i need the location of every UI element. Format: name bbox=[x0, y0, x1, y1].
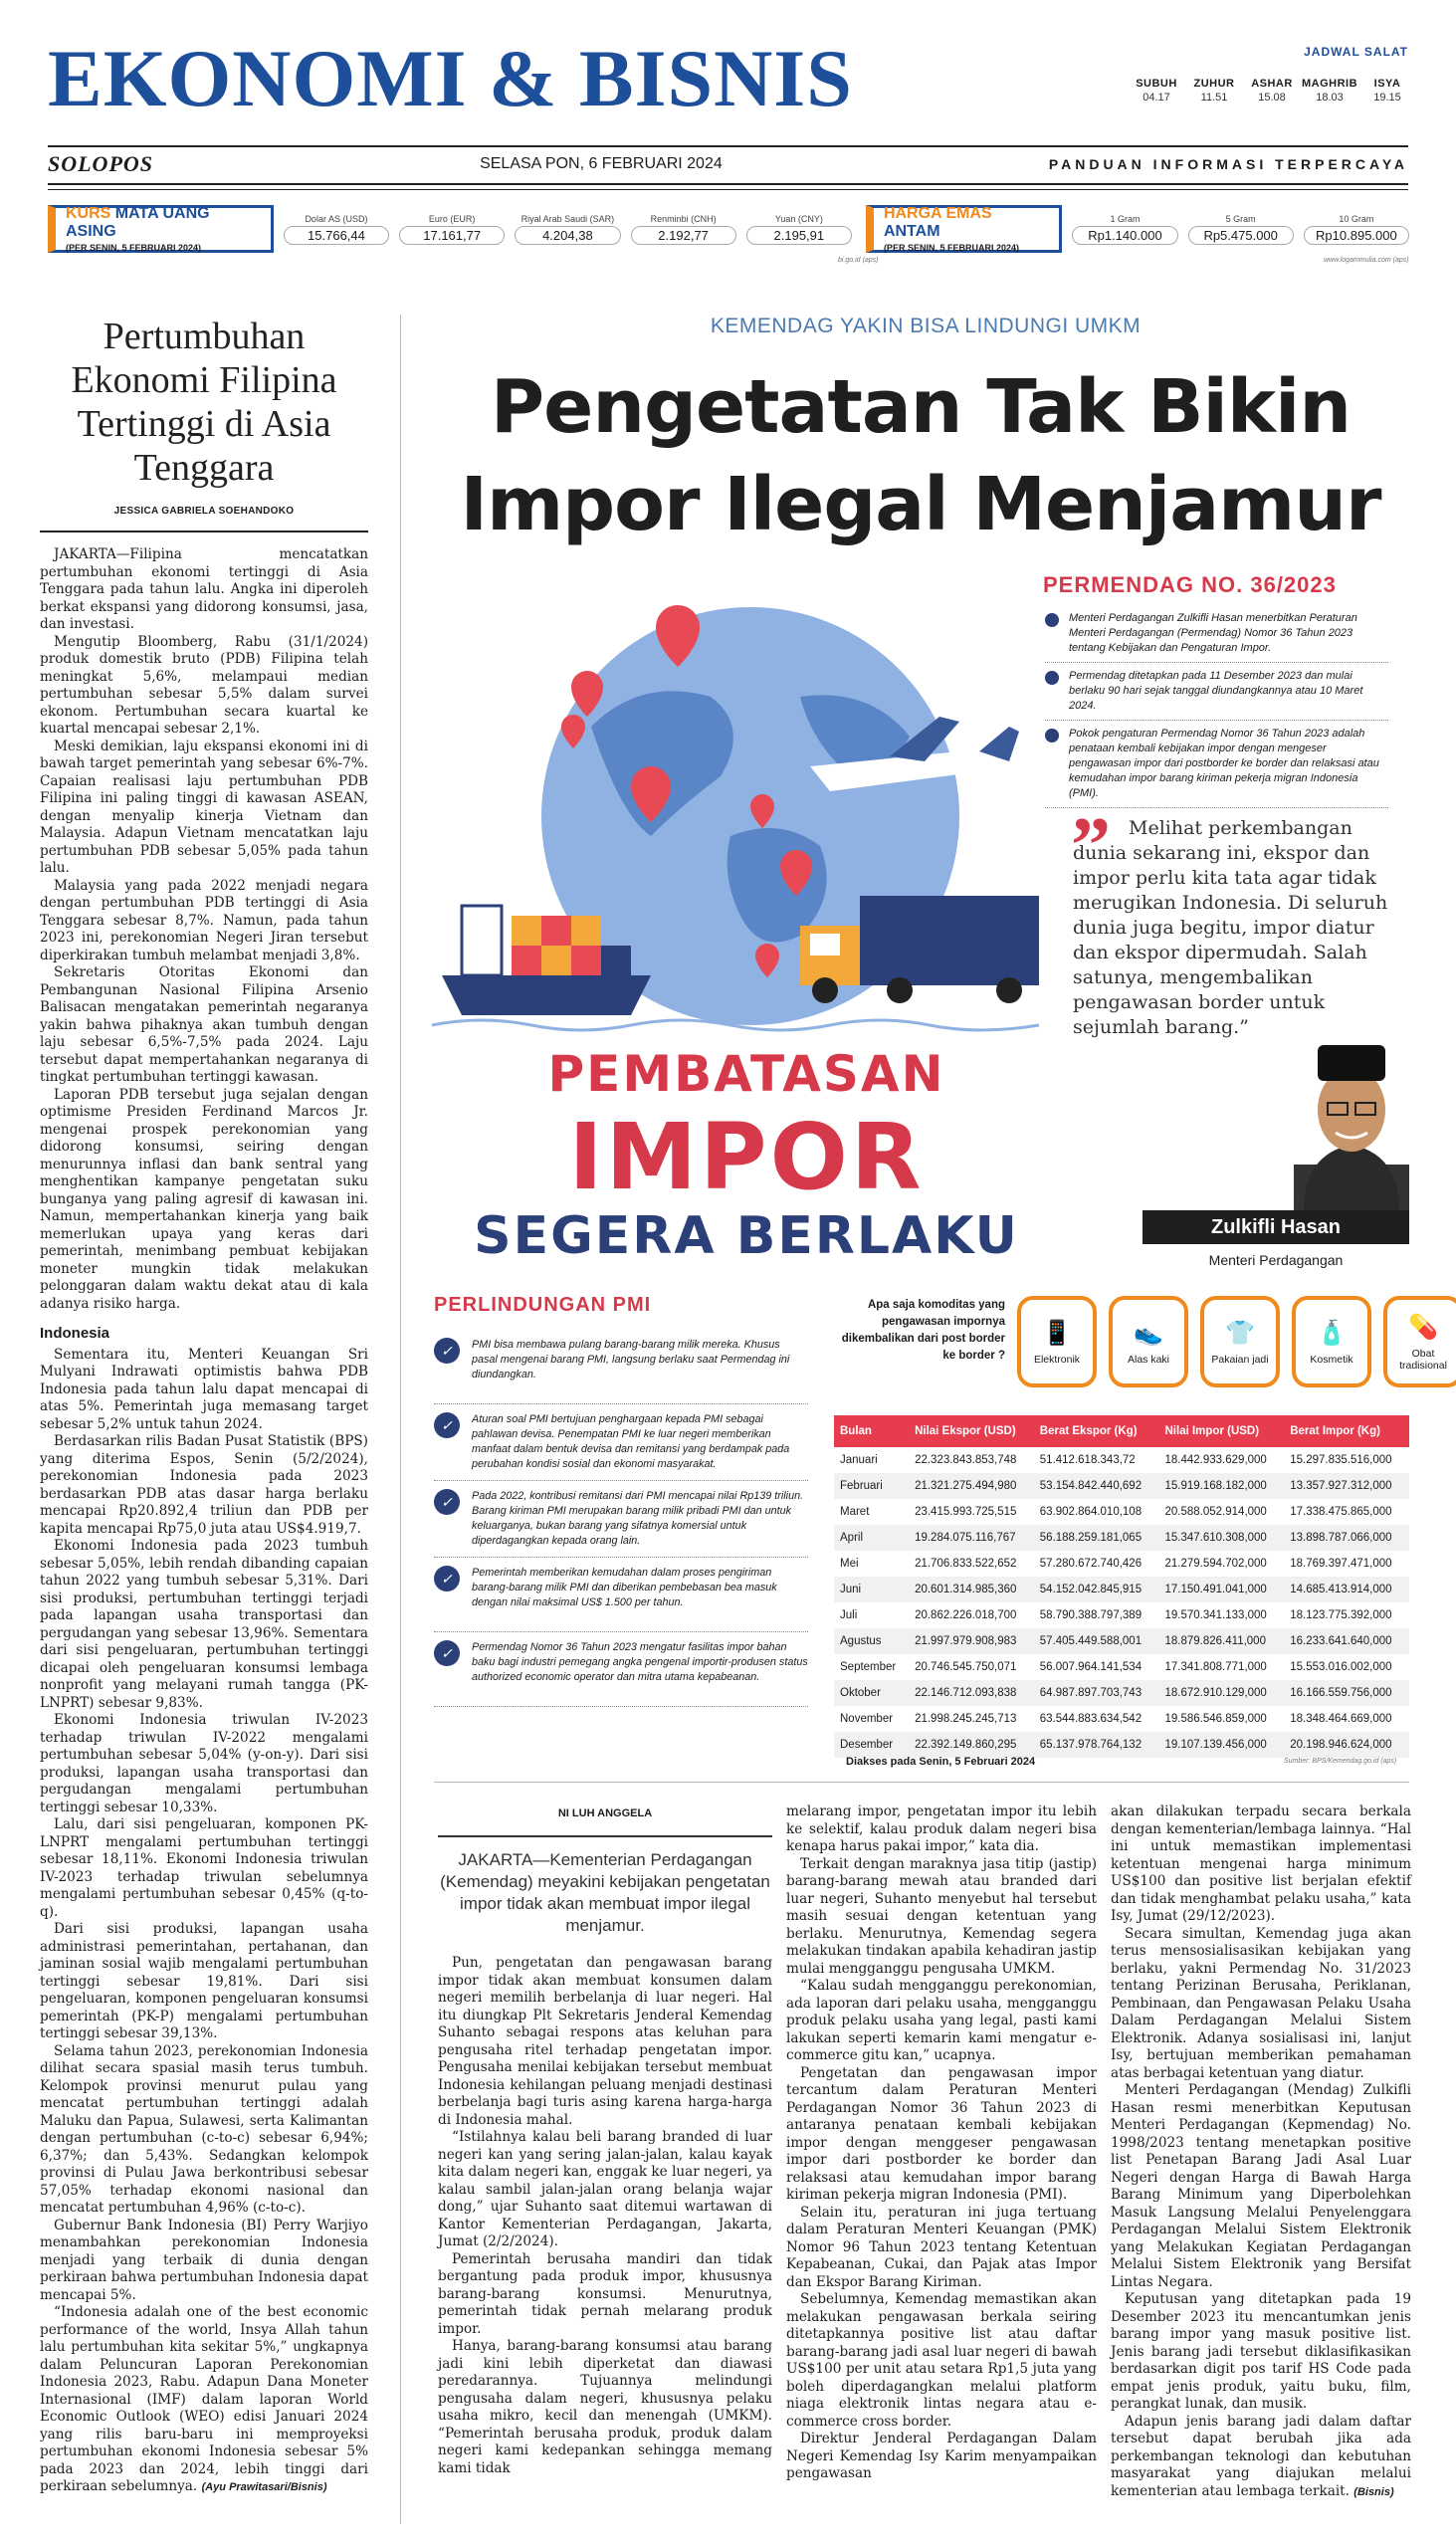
main-headline: Pengetatan Tak Bikin Impor Ilegal Menjamur bbox=[460, 364, 1381, 547]
cosmetic-icon: 🧴 bbox=[1317, 1319, 1347, 1347]
list-item: ✓ Permendag Nomor 36 Tahun 2023 mengatur fasilitas impor bahan baku bagi industri pemegang angka pengenal importir-produsen status authorized economic operator dan mitra utama kepabeanan. bbox=[434, 1632, 808, 1707]
table-cell: 18.348.464.669,000 bbox=[1290, 1713, 1392, 1725]
table-cell: 15.919.168.182,000 bbox=[1159, 1473, 1285, 1499]
article-lead: JAKARTA—Kementerian Perdagangan (Kemendag) meyakini kebijakan pengetatan impor tidak akan membuat impor ilegal menjamur. bbox=[438, 1835, 772, 1937]
table-cell: 20.601.314.985,360 bbox=[909, 1577, 1034, 1602]
main-article-col-3 bbox=[1097, 1804, 1411, 2501]
table-cell: 17.150.491.041,000 bbox=[1159, 1577, 1285, 1602]
table-row bbox=[834, 1525, 1409, 1551]
table-cell: Februari bbox=[834, 1473, 909, 1499]
check-icon: ✓ bbox=[434, 1640, 460, 1666]
paragraph: “Indonesia adalah one of the best economic performance of the world, Insya Allah tahun lalu pertumbuhan kita sekitar 5%,” ungkapnya dalam Peluncuran Laporan Perekonomian Indonesia 2023, Rabu. Adapun Dana Moneter Internasional (IMF) dalam laporan World Economic Outlook (WEO) edisi Januari 2024 yang rilis baru-baru ini memproyeksi pertumbuhan ekonomi Indonesia sebesar 5% pada 2023 dan 2024, lebih tinggi dari perkiraan sebelumnya. (Ayu Prawitasari/Bisnis) bbox=[40, 2304, 368, 2494]
prayer-ashar: ASHAR 15.08 bbox=[1251, 78, 1293, 104]
market-bar bbox=[48, 205, 1409, 253]
table-cell: April bbox=[834, 1525, 909, 1551]
column-divider bbox=[400, 315, 401, 2524]
table-row bbox=[834, 1732, 1409, 1758]
paragraph: Berdasarkan rilis Badan Pusat Statistik (BPS) yang diterima Espos, Senin (5/2/2024), perekonomian Indonesia pada 2023 berdasarkan PDB atas dasar harga berlaku mencapai Rp20.892,4 triliun dan PDB per kapita mencapai Rp75,0 juta atau US$4.919,7. bbox=[40, 1433, 368, 1537]
table-cell: 13.357.927.312,000 bbox=[1284, 1473, 1409, 1499]
issue-date: SELASA PON, 6 FEBRUARI 2024 bbox=[480, 155, 723, 172]
paragraph: Ekonomi Indonesia pada 2023 tumbuh sebesar 5,05%, lebih rendah dibanding capaian tahun 2022 yang tumbuh sebesar 5,31%. Dari sisi produksi, pertumbuhan tertinggi terjadi pada lapangan usaha transportasi dan pergudangan yang sebesar 13,96%. Sementara dari sisi pengeluaran, pertumbuhan tertinggi dicapai oleh pengeluaran konsumsi lembaga nonprofit yang melayani rumah tangga (PK-LNPRT) sebesar 9,83%. bbox=[40, 1538, 368, 1711]
brand-logo: SOLOPOS bbox=[48, 151, 154, 176]
table-cell: 57.280.672.740,426 bbox=[1039, 1558, 1143, 1570]
table-row bbox=[834, 1473, 1409, 1499]
article-body bbox=[438, 1955, 772, 2477]
divider bbox=[48, 183, 1408, 185]
table-cell: 18.672.910.129,000 bbox=[1159, 1680, 1285, 1706]
table-header-row bbox=[834, 1415, 1409, 1447]
date-bar bbox=[48, 149, 1408, 179]
paragraph: akan dilakukan terpadu secara berkala dengan kementerian/lembaga lainnya. “Hal ini untuk memastikan implementasi ketentuan mengenai harga minimum US$100 dan positive list berjalan efektif dan tidak menghambat pelaku usaha,” kata Isy, Jumat (29/12/2023). bbox=[1111, 1804, 1411, 1924]
paragraph: Dari sisi produksi, lapangan usaha administrasi pemerintahan, pertahanan, dan jaminan sosial wajib mengalami pertumbuhan tertinggi sebesar 19,81%. Dari sisi pengeluaran, komponen pengeluaran konsumsi pemerintah (PK-P) mengalami pertumbuhan tertinggi sebesar 39,13%. bbox=[40, 1921, 368, 2041]
table-cell: Mei bbox=[840, 1558, 859, 1570]
paragraph: Sekretaris Otoritas Ekonomi dan Pembangunan Nasional Filipina Arsenio Balisacan mengatakan pemerintah negaranya yakin bahwa pihaknya akan tumbuh dengan laju sebesar 6,5%-7,5% pada 2024. Laju tersebut dapat mempertahankan negaranya di tingkat pertumbuhan tertinggi kawasan. bbox=[40, 964, 368, 1085]
trade-illustration bbox=[422, 577, 1059, 1035]
paragraph: Meski demikian, laju ekspansi ekonomi ini di bawah target pemerintah yang sebesar 6%-7%. Capaian realisasi laju pertumbuhan PDB Filipina ini paling tinggi di kawasan ASEAN, dengan menyalip kinerja Vietnam dan Malaysia. Adapun Vietnam mencatatkan laju pertumbuhan PDB sebesar 5,05% pada tahun lalu. bbox=[40, 738, 368, 876]
komoditas-item: 🧴 Kosmetik bbox=[1292, 1296, 1371, 1387]
table-cell: Agustus bbox=[834, 1628, 909, 1654]
bullet-icon bbox=[1045, 729, 1059, 743]
paragraph: Laporan PDB tersebut juga sejalan dengan optimisme Presiden Ferdinand Marcos Jr. mengenai prospek perekonomian yang didorong konsumsi, seiring dengan menurunnya inflasi dan bank sentral yang menghentikan kampanye pengetatan suku bunganya yang paling agresif di kawasan ini. Namun, mempertahankan kinerja yang baik memerlukan upaya yang keras dari pemerintah, menimbang pembuat kebijakan moneter mungkin tidak melakukan pelonggaran dalam waktu dekat atau di kala adanya risiko harga. bbox=[40, 1086, 368, 1312]
paragraph: Adapun jenis barang jadi dalam daftar tersebut dapat berubah jika ada perkembangan teknologi dan kebutuhan masyarakat yang diajukan melalui kementerian atau lembaga terkait. (Bisnis) bbox=[1111, 2413, 1411, 2499]
table-cell: 20.198.946.624,000 bbox=[1284, 1732, 1409, 1758]
table-cell: 56.007.964.141,534 bbox=[1039, 1661, 1143, 1673]
kurs-item: Riyal Arab Saudi (SAR) 4.204,38 bbox=[515, 214, 620, 245]
table-cell: 21.321.275.494,980 bbox=[909, 1473, 1034, 1499]
komoditas-item: 👕 Pakaian jadi bbox=[1200, 1296, 1280, 1387]
permendag-list bbox=[1045, 605, 1388, 808]
table-row bbox=[834, 1551, 1409, 1577]
divider bbox=[434, 1782, 1409, 1783]
left-headline: Pertumbuhan Ekonomi Filipina Tertinggi di Asia Tenggara bbox=[71, 316, 337, 489]
signoff: (Ayu Prawitasari/Bisnis) bbox=[201, 2481, 327, 2493]
left-body bbox=[40, 531, 368, 2497]
table-cell: 18.442.933.629,000 bbox=[1164, 1454, 1267, 1466]
check-icon: ✓ bbox=[434, 1412, 460, 1438]
table-header-cell: Nilai Ekspor (USD) bbox=[909, 1415, 1034, 1447]
list-item: ✓ PMI bisa membawa pulang barang-barang milik mereka. Khusus pasal mengenai barang PMI, langsung berlaku saat Permendag ini diundangkan. bbox=[434, 1330, 808, 1404]
table-row bbox=[834, 1654, 1409, 1680]
table-cell: 23.415.993.725,515 bbox=[915, 1506, 1017, 1518]
komoditas-question: Apa saja komoditas yang pengawasan impornya dikembalikan dari post border ke border ? bbox=[841, 1299, 1005, 1362]
table-cell: 64.987.897.703,743 bbox=[1034, 1680, 1159, 1706]
paragraph: “Istilahnya kalau beli barang branded di luar negeri kan yang sering jalan-jalan, kalau kayak kita dalam negeri kan, enggak ke luar negeri, ya kalau sambil jalan-jalan orang belanja wajar dong,” ujar Suhanto saat ditemui wartawan di Kantor Kementerian Perdagangan, Jakarta, Jumat (2/2/2024). bbox=[438, 2129, 772, 2249]
table-row bbox=[834, 1447, 1409, 1473]
table-cell: 22.323.843.853,748 bbox=[915, 1454, 1017, 1466]
list-item: ✓ Pemerintah memberikan kemudahan dalam proses pengiriman barang-barang milik PMI dan diberikan pembebasan bea masuk dengan nilai maksimal US$ 1.500 per tahun. bbox=[434, 1558, 808, 1632]
table-cell: 16.166.559.756,000 bbox=[1284, 1680, 1409, 1706]
prayer-subuh: SUBUH 04.17 bbox=[1136, 78, 1177, 104]
prayer-maghrib: MAGHRIB 18.03 bbox=[1301, 78, 1358, 104]
komoditas-item: 📱 Elektronik bbox=[1017, 1296, 1097, 1387]
table-cell: 15.553.016.002,000 bbox=[1290, 1661, 1392, 1673]
table-cell: September bbox=[840, 1661, 897, 1673]
paragraph: Direktur Jenderal Perdagangan Dalam Negeri Kemendag Isy Karim menyampaikan pengawasan bbox=[786, 2431, 1097, 2481]
left-byline: JESSICA GABRIELA SOEHANDOKO bbox=[113, 506, 295, 517]
table-cell: 53.154.842.440,692 bbox=[1034, 1473, 1159, 1499]
table-cell: 21.997.979.908,983 bbox=[909, 1628, 1034, 1654]
prayer-isya: ISYA 19.15 bbox=[1373, 78, 1401, 104]
table-cell: 18.879.826.411,000 bbox=[1159, 1628, 1285, 1654]
table-row bbox=[834, 1706, 1409, 1732]
table-cell: 58.790.388.797,389 bbox=[1039, 1609, 1143, 1621]
table-row bbox=[834, 1577, 1409, 1602]
komoditas-item: 💊 Obat tradisional bbox=[1383, 1296, 1456, 1387]
paragraph: “Kalau sudah mengganggu perekonomian, ada laporan dari pelaku usaha, mengganggu produk pelaku usaha yang legal, pasti kami lakukan seperti kemarin kami mengatur e-commerce gitu kan,” ucapnya. bbox=[786, 1978, 1097, 2063]
paragraph: Menteri Perdagangan (Mendag) Zulkifli Hasan resmi menerbitkan Keputusan Menteri Perdagangan (Kepmendag) No. 1998/2023 tentang menetapkan positive list Penetapan Barang Jadi Asal Luar Negeri dengan Harga di Bawah Harga Barang Minimum yang Diperbolehkan Masuk Langsung Melalui Penyelenggara Perdagangan Melalui Sistem Elektronik yang Melakukan Kegiatan Perdagangan Melalui Sistem Elektronik yang Bersifat Lintas Negara. bbox=[1111, 2082, 1411, 2290]
table-cell: 51.412.618.343,72 bbox=[1039, 1454, 1136, 1466]
emas-item: 10 Gram Rp10.895.000 bbox=[1304, 214, 1409, 245]
shirt-icon: 👕 bbox=[1225, 1319, 1255, 1347]
table-row bbox=[834, 1602, 1409, 1628]
table-cell: 20.862.226.018,700 bbox=[915, 1609, 1017, 1621]
phone-icon: 📱 bbox=[1042, 1319, 1072, 1347]
prayer-times bbox=[1128, 78, 1416, 104]
table-header-cell: Berat Ekspor (Kg) bbox=[1034, 1415, 1159, 1447]
table-cell: Juni bbox=[834, 1577, 909, 1602]
table-cell: 19.107.139.456,000 bbox=[1159, 1732, 1285, 1758]
table-cell: 21.279.594.702,000 bbox=[1164, 1558, 1267, 1570]
list-item: ✓ Aturan soal PMI bertujuan penghargaan kepada PMI sebagai pahlawan devisa. Penempatan PMI ke luar negeri memberikan manfaat dalam bentuk devisa dan remitansi yang berdampak pada perubahan kondisi sosial dan ekonomi masyarakat. bbox=[434, 1404, 808, 1481]
kurs-item: Dolar AS (USD) 15.766,44 bbox=[284, 214, 389, 245]
komoditas-item: 👟 Alas kaki bbox=[1109, 1296, 1188, 1387]
table-cell: November bbox=[840, 1713, 894, 1725]
banner-line-3: SEGERA BERLAKU bbox=[474, 1206, 1019, 1266]
paragraph: JAKARTA—Filipina mencatatkan pertumbuhan ekonomi tertinggi di Asia Tenggara pada tahun lalu. Angka ini diperoleh berkat ekspansi yang didorong konsumsi, jasa, dan investasi. bbox=[40, 546, 368, 632]
table-cell: 17.341.808.771,000 bbox=[1164, 1661, 1267, 1673]
table-note: Diakses pada Senin, 5 Februari 2024 bbox=[846, 1756, 1036, 1768]
paragraph: Malaysia yang pada 2022 menjadi negara dengan pertumbuhan PDB tertinggi di Asia Tenggara sebesar 8,7%. Namun, pada tahun 2023 ini, perekonomian Negeri Jiran tersebut diperkirakan tumbuh melambat menjadi 3,8%. bbox=[40, 877, 368, 963]
paragraph: Mengutip Bloomberg, Rabu (31/1/2024) produk domestik bruto (PDB) Filipina telah meningkat 5,6%, melampaui median pertumbuhan sebesar 5,5% dalam survei ekonom. Pertumbuhan secara kuartal ke kuartal mencapai sebesar 2,1%. bbox=[40, 633, 368, 737]
signoff: (Bisnis) bbox=[1353, 2485, 1394, 2498]
kurs-item: Renminbi (CNH) 2.192,77 bbox=[631, 214, 736, 245]
main-article-col-1 bbox=[438, 1807, 772, 2477]
paragraph: Pengetatan dan pengawasan impor tercantum dalam Peraturan Menteri Perdagangan Nomor 36 Tahun 2023 di antaranya penataan kembali kebijakan impor dengan menggeser pengawasan impor dari postborder ke border dan relaksasi atau kemudahan impor barang kiriman pekerja migran Indonesia (PMI). bbox=[786, 2064, 1097, 2203]
pmi-list bbox=[434, 1330, 808, 1707]
check-icon: ✓ bbox=[434, 1489, 460, 1515]
jadwal-label: JADWAL SALAT bbox=[1304, 45, 1408, 59]
table-cell: 18.123.775.392,000 bbox=[1290, 1609, 1392, 1621]
pull-quote: Melihat perkembangan dunia sekarang ini, ekspor dan impor perlu kita tata agar tidak merugikan Indonesia. Di seluruh dunia juga begitu, impor diatur dan ekspor dipermudah. Salah satunya, mengembalikan pengawasan border untuk sejumlah barang.” bbox=[1073, 817, 1388, 1038]
paragraph: Selama tahun 2023, perekonomian Indonesia dilihat secara spasial masih terus tumbuh. Kelompok provinsi menurut pulau yang mencatat pertumbuhan tertinggi adalah Maluku dan Papua, Sulawesi, serta Kalimantan dengan pertumbuhan (c-to-c) sebesar 6,94%; 6,37%; dan 5,43%. Sedangkan kelompok provinsi di Pulau Jawa berkontribusi sebesar 57,05% terhadap ekonomi nasional dan mencatat pertumbuhan 4,96% (c-to-c). bbox=[40, 2042, 368, 2216]
quote-name: Zulkifli Hasan bbox=[1143, 1210, 1409, 1244]
masthead-title: EKONOMI & BISNIS bbox=[48, 33, 853, 123]
bullet-icon bbox=[1045, 671, 1059, 685]
table-cell: 20.588.052.914,000 bbox=[1164, 1506, 1267, 1518]
minister-portrait bbox=[1294, 1015, 1409, 1210]
paragraph: Sebelumnya, Kemendag memastikan akan melakukan pengawasan berkala seiring ditetapkannya positive list atau daftar barang-barang jadi asal luar negeri di bawah US$100 per unit atau setara Rp1,5 juta yang boleh diperdagangkan melalui platform niaga elektronik lintas negara atau e-commerce cross border. bbox=[786, 2291, 1097, 2430]
shoe-icon: 👟 bbox=[1134, 1319, 1163, 1347]
table-header-cell: Berat Impor (Kg) bbox=[1284, 1415, 1409, 1447]
banner-line-1: PEMBATASAN bbox=[547, 1045, 945, 1103]
paragraph: Pemerintah berusaha mandiri dan tidak bergantung pada produk impor, khususnya barang-barang konsumsi. Menurutnya, pemerintah tidak pernah melarang produk impor. bbox=[438, 2250, 772, 2337]
list-item: Menteri Perdagangan Zulkifli Hasan menerbitkan Peraturan Menteri Perdagangan (Permendag) Nomor 36 Tahun 2023 tentang Kebijakan dan Pengaturan Impor. bbox=[1045, 605, 1388, 663]
divider bbox=[48, 145, 1408, 147]
left-article bbox=[40, 315, 368, 2497]
emas-source: www.logammulia.com (aps) bbox=[1324, 257, 1409, 264]
quote-role: Menteri Perdagangan bbox=[1208, 1252, 1344, 1268]
table-cell: 57.405.449.588,001 bbox=[1034, 1628, 1159, 1654]
table-cell: 15.297.835.516,000 bbox=[1290, 1454, 1392, 1466]
table-row bbox=[834, 1680, 1409, 1706]
table-cell: Juli bbox=[840, 1609, 858, 1621]
medicine-icon: 💊 bbox=[1408, 1313, 1438, 1341]
table-row bbox=[834, 1628, 1409, 1654]
komoditas-list bbox=[1017, 1296, 1456, 1387]
table-cell: 65.137.978.764,132 bbox=[1034, 1732, 1159, 1758]
table-cell: 63.902.864.010,108 bbox=[1039, 1506, 1143, 1518]
table-cell: 54.152.042.845,915 bbox=[1034, 1577, 1159, 1602]
divider bbox=[48, 189, 1408, 190]
kurs-item: Yuan (CNY) 2.195,91 bbox=[746, 214, 852, 245]
emas-label: HARGA EMAS ANTAM (PER SENIN, 5 FEBRUARI 2024) bbox=[866, 205, 1062, 253]
emas-item: 1 Gram Rp1.140.000 bbox=[1072, 214, 1177, 245]
subhead: Indonesia bbox=[40, 1325, 110, 1342]
table-cell: 17.338.475.865,000 bbox=[1290, 1506, 1392, 1518]
trade-table bbox=[834, 1415, 1409, 1758]
table-cell: 14.685.413.914,000 bbox=[1284, 1577, 1409, 1602]
table-cell: 20.746.545.750,071 bbox=[915, 1661, 1017, 1673]
bullet-icon bbox=[1045, 613, 1059, 627]
table-cell: 16.233.641.640,000 bbox=[1284, 1628, 1409, 1654]
paragraph: Sementara itu, Menteri Keuangan Sri Mulyani Indrawati optimistis bahwa PDB Indonesia pada tahun lalu dapat mencapai di atas 5%. Pemerintah juga memasang target sebesar 5,2% untuk tahun 2024. bbox=[40, 1346, 368, 1432]
kurs-label: KURS MATA UANG ASING (PER SENIN, 5 FEBRUARI 2024) bbox=[48, 205, 274, 253]
kicker: KEMENDAG YAKIN BISA LINDUNGI UMKM bbox=[710, 315, 1142, 337]
table-cell: 19.570.341.133,000 bbox=[1164, 1609, 1267, 1621]
author: NI LUH ANGGELA bbox=[557, 1807, 653, 1819]
list-item: Permendag ditetapkan pada 11 Desember 2023 dan mulai berlaku 90 hari sejak tanggal diundangkannya atau 10 Maret 2024. bbox=[1045, 663, 1388, 721]
table-cell: 18.769.397.471,000 bbox=[1290, 1558, 1392, 1570]
check-icon: ✓ bbox=[434, 1338, 460, 1364]
list-item: ✓ Pada 2022, kontribusi remitansi dari PMI mencapai nilai Rp139 triliun. Barang kiriman PMI merupakan barang milik pribadi PMI dan untuk keluarganya, bukan barang yang sifatnya komersial untuk diperdagangkan kepada orang lain. bbox=[434, 1481, 808, 1558]
table-cell: 21.706.833.522,652 bbox=[915, 1558, 1017, 1570]
quote-mark-icon: ” bbox=[1071, 802, 1111, 890]
table-cell: Januari bbox=[840, 1454, 878, 1466]
paragraph: Secara simultan, Kemendag juga akan terus mensosialisasikan kebijakan yang berlaku, yakni Permendag No. 31/2023 tentang Perizinan Berusaha, Periklanan, Pembinaan, dan Pengawasan Pelaku Usaha Dalam Perdagangan Melalui Sistem Elektronik. Adanya sosialisasi ini, lanjut Isy, bertujuan memberikan pemahaman atas berbagai ketentuan yang diatur. bbox=[1111, 1925, 1411, 2081]
pmi-title: PERLINDUNGAN PMI bbox=[434, 1294, 652, 1316]
kurs-item: Euro (EUR) 17.161,77 bbox=[399, 214, 505, 245]
paragraph: Keputusan yang ditetapkan pada 19 Desember 2023 itu mencantumkan jenis barang impor yang masuk positive list. Jenis barang jadi tersebut diklasifikasikan berdasarkan digit pos tarif HS Code pada empat jenis produk, yaitu buku, film, perangkat lunak, dan musik. bbox=[1111, 2291, 1411, 2412]
table-cell: 21.998.245.245,713 bbox=[915, 1713, 1017, 1725]
paragraph: Lalu, dari sisi pengeluaran, komponen PK-LNPRT mengalami pertumbuhan tertinggi sebesar 18,11%. Ekonomi Indonesia triwulan IV-2023 terhadap triwulan sebelumnya mengalami pertumbuhan sebesar 0,45% (q-to-q). bbox=[40, 1816, 368, 1920]
paragraph: Ekonomi Indonesia triwulan IV-2023 terhadap triwulan IV-2022 mengalami pertumbuhan sebesar 5,04% (y-on-y). Dari sisi produksi, lapangan usaha transportasi dan pergudangan mengalami pertumbuhan tertinggi sebesar 10,33%. bbox=[40, 1712, 368, 1815]
paragraph: Selain itu, peraturan ini juga tertuang dalam Peraturan Menteri Keuangan (PMK) Nomor 96 Tahun 2023 tentang Ketentuan Kepabeanan, Cukai, dan Pajak atas Impor dan Ekspor Barang Kiriman. bbox=[786, 2204, 1097, 2290]
paragraph: Terkait dengan maraknya jasa titip (jastip) barang-barang mewah atau branded dari luar negeri, Suhanto menyebut hal tersebut masih sesuai dengan ketentuan yang berlaku. Menurutnya, Kemendag segera melakukan tindakan apabila kehadiran jastip mulai mengganggu pengusaha UMKM. bbox=[786, 1855, 1097, 1977]
table-cell: 19.586.546.859,000 bbox=[1164, 1713, 1267, 1725]
table-cell: 56.188.259.181,065 bbox=[1034, 1525, 1159, 1551]
table-cell: Maret bbox=[840, 1506, 870, 1518]
table-row bbox=[834, 1499, 1409, 1525]
main-article-col-2 bbox=[772, 1804, 1097, 2483]
prayer-zuhur: ZUHUR 11.51 bbox=[1193, 78, 1235, 104]
table-cell: 19.284.075.116,767 bbox=[909, 1525, 1034, 1551]
check-icon: ✓ bbox=[434, 1566, 460, 1592]
table-header-cell: Bulan bbox=[834, 1415, 909, 1447]
paragraph: Gubernur Bank Indonesia (BI) Perry Warjiyo menambahkan perekonomian Indonesia menjadi yang terbaik di dunia dengan perkiraan bahwa pertumbuhan Indonesia dapat mencapai 5%. bbox=[40, 2217, 368, 2303]
paragraph: Hanya, barang-barang konsumsi atau barang jadi kini lebih diperketat dan diawasi peredarannya. Tujuannya melindungi pengusaha dalam negeri, khususnya pelaku usaha mikro, kecil dan menengah (UMKM). “Pemerintah berusaha produk, produk dalam negeri kami kedepankan sehingga memang kami tidak bbox=[438, 2338, 772, 2476]
table-cell: 22.146.712.093,838 bbox=[909, 1680, 1034, 1706]
table-source: Sumber: BPS/Kemendag.go.id (aps) bbox=[1284, 1758, 1397, 1765]
kurs-source: bi.go.id (aps) bbox=[838, 257, 879, 264]
paragraph: melarang impor, pengetatan impor itu lebih ke selektif, kalau produk dalam negeri bisa kenapa harus pakai impor,” kata dia. bbox=[786, 1804, 1097, 1854]
emas-item: 5 Gram Rp5.475.000 bbox=[1188, 214, 1294, 245]
table-cell: Desember bbox=[834, 1732, 909, 1758]
permendag-title: PERMENDAG NO. 36/2023 bbox=[1043, 572, 1337, 597]
table-cell: 63.544.883.634,542 bbox=[1039, 1713, 1143, 1725]
table-cell: 22.392.149.860,295 bbox=[909, 1732, 1034, 1758]
list-item: Pokok pengaturan Permendag Nomor 36 Tahun 2023 adalah penataan kembali kebijakan impor dengan mengeser pengawasan impor dari postborder ke border dan relaksasi atau kemudahan impor barang kiriman pekerja migran Indonesia (PMI). bbox=[1045, 721, 1388, 808]
banner-line-2: IMPOR bbox=[568, 1104, 925, 1210]
table-cell: 13.898.787.066,000 bbox=[1284, 1525, 1409, 1551]
paragraph: Pun, pengetatan dan pengawasan barang impor tidak akan membuat konsumen dalam negeri memilih berbelanja di luar negeri. Hal itu diungkap Plt Sekretaris Jenderal Kemendag Suhanto sebagai respons atas keluhan para pengusaha ritel terhadap pengetatan impor. Pengusaha menilai kebijakan tersebut membuat Indonesia kehilangan peluang menjadi destinasi berbelanja bagi turis asing karena harga-harga di Indonesia mahal. bbox=[438, 1955, 772, 2128]
table-cell: 15.347.610.308,000 bbox=[1159, 1525, 1285, 1551]
tagline: PANDUAN INFORMASI TERPERCAYA bbox=[1048, 156, 1408, 172]
table-header-cell: Nilai Impor (USD) bbox=[1159, 1415, 1285, 1447]
table-cell: Oktober bbox=[834, 1680, 909, 1706]
